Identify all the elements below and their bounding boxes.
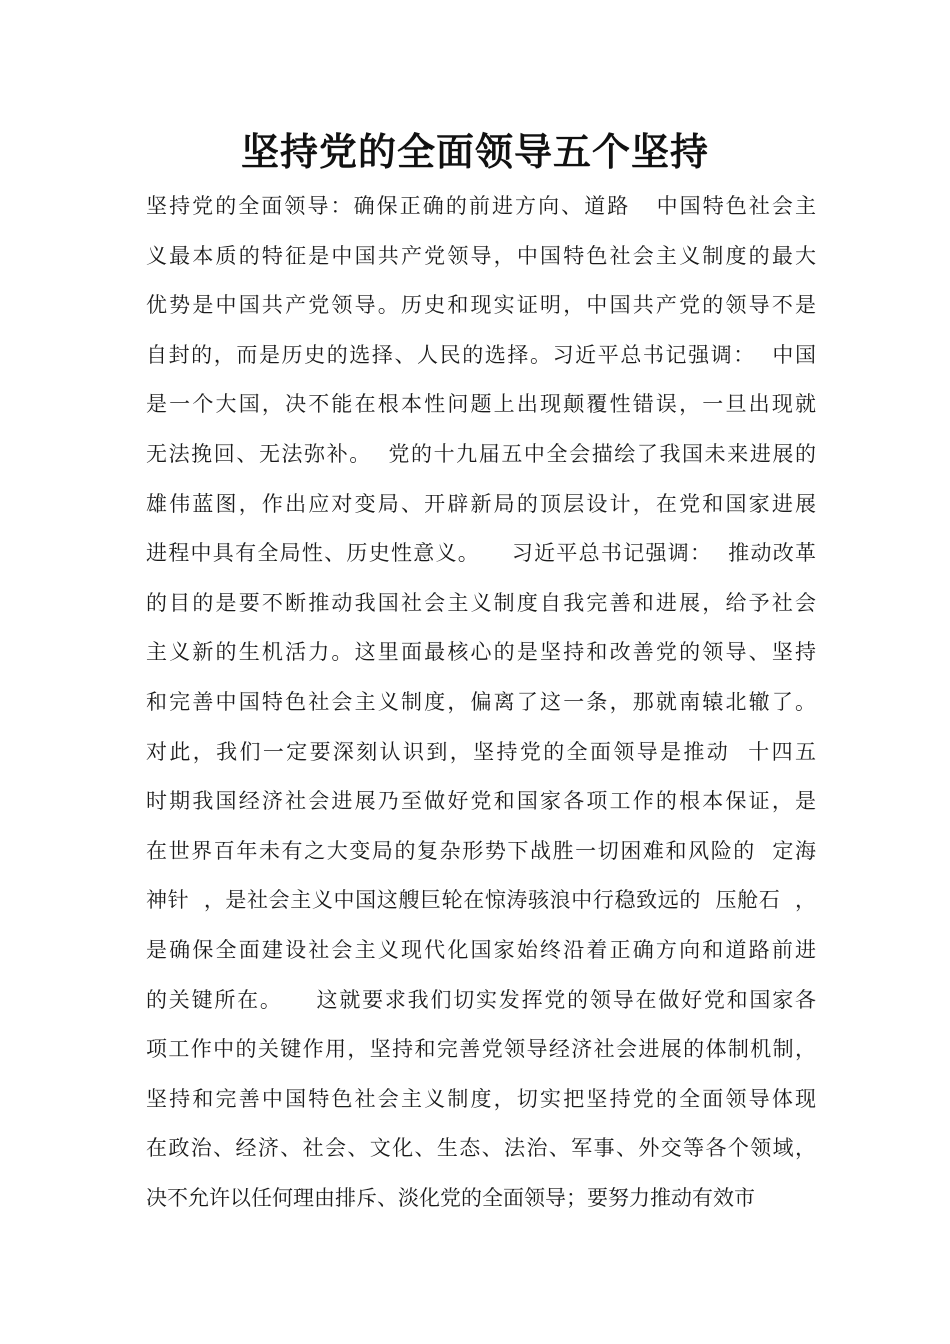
body-line: 的关键所在。 这就要求我们切实发挥党的领导在做好党和国家各 [146,987,816,1012]
body-line: 无法挽回、无法弥补。 党的十九届五中全会描绘了我国未来进展的 [146,441,816,466]
body-line: 是确保全面建设社会主义现代化国家始终沿着正确方向和道路前进 [146,937,816,962]
body-line: 决不允许以任何理由排斥、淡化党的全面领导；要努力推动有效市 [146,1185,755,1210]
body-line: 在政治、经济、社会、文化、生态、法治、军事、外交等各个领域， [146,1136,816,1161]
body-line: 义最本质的特征是中国共产党领导，中国特色社会主义制度的最大 [146,243,816,268]
body-line: 坚持和完善中国特色社会主义制度，切实把坚持党的全面领导体现 [146,1086,816,1111]
body-line: 进程中具有全局性、历史性意义。 习近平总书记强调： 推动改革 [146,541,816,566]
body-line: 神针 ，是社会主义中国这艘巨轮在惊涛骇浪中行稳致远的 压舱石 ， [146,888,816,913]
document-title: 坚持党的全面领导五个坚持 [240,130,709,174]
body-line: 项工作中的关键作用，坚持和完善党领导经济社会进展的体制机制， [146,1037,816,1062]
body-line: 雄伟蓝图，作出应对变局、开辟新局的顶层设计，在党和国家进展 [146,491,816,516]
body-line: 自封的，而是历史的选择、人民的选择。习近平总书记强调： 中国 [146,342,816,367]
body-line: 和完善中国特色社会主义制度，偏离了这一条，那就南辕北辙了。 [146,689,816,714]
body-line: 对此，我们一定要深刻认识到，坚持党的全面领导是推动 十四五 [146,739,816,764]
body-line: 在世界百年未有之大变局的复杂形势下战胜一切困难和风险的 定海 [146,838,816,863]
document-body [146,182,816,1223]
body-line: 时期我国经济社会进展乃至做好党和国家各项工作的根本保证，是 [146,789,816,814]
body-line: 坚持党的全面领导：确保正确的前进方向、道路 中国特色社会主 [146,194,816,218]
body-line: 是一个大国，决不能在根本性问题上出现颠覆性错误，一旦出现就 [146,392,816,417]
body-line: 的目的是要不断推动我国社会主义制度自我完善和进展，给予社会 [146,590,816,615]
body-line: 主义新的生机活力。这里面最核心的是坚持和改善党的领导、坚持 [146,640,816,665]
body-line: 优势是中国共产党领导。历史和现实证明，中国共产党的领导不是 [146,293,816,318]
